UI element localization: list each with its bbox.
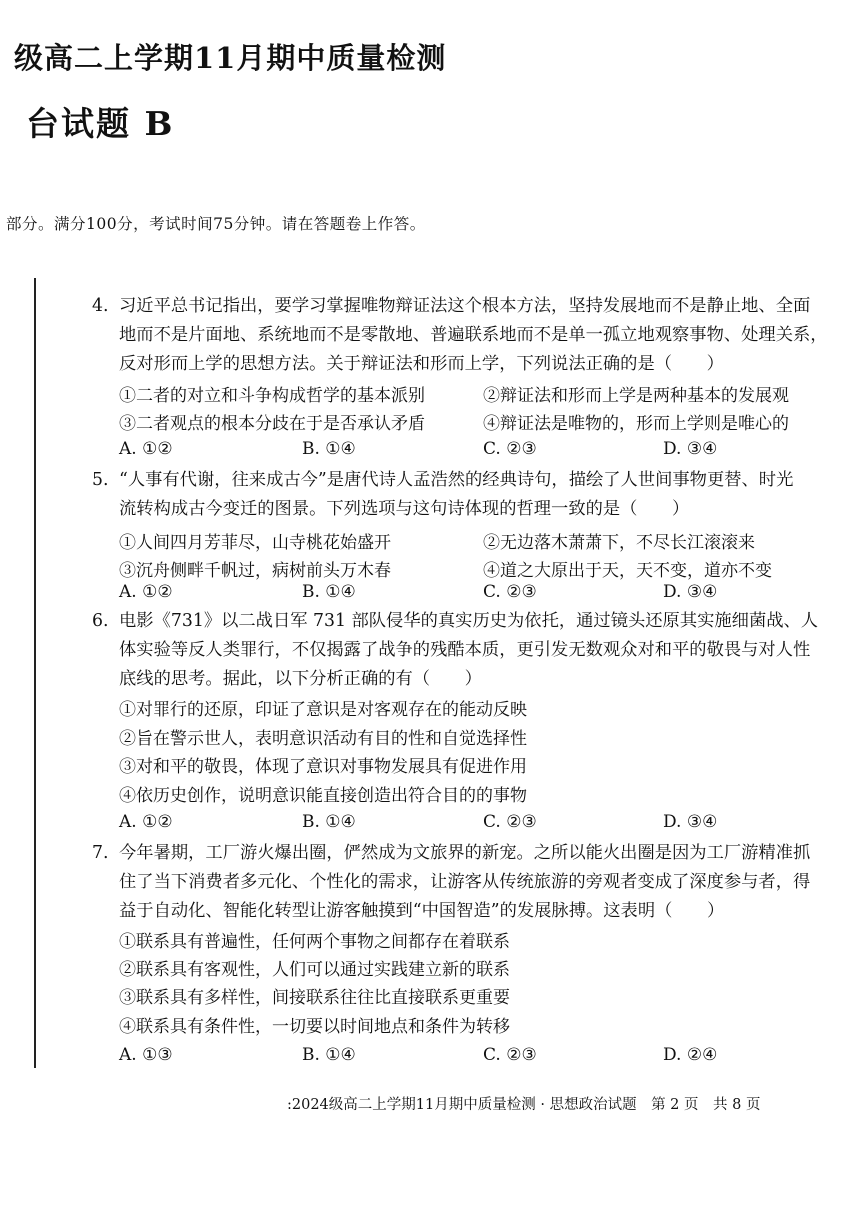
statement: ①对罪行的还原，印证了意识是对客观存在的能动反映: [119, 700, 527, 720]
statement: ④辩证法是唯物的，形而上学则是唯心的: [483, 414, 789, 434]
answer-choice-d: D. ③④: [663, 439, 718, 459]
question-stem-line: 流转构成古今变迁的图景。下列选项与这句诗体现的哲理一致的是（ ）: [119, 499, 690, 519]
answer-choice-b: B. ①④: [302, 1045, 356, 1065]
question-stem-line: 底线的思考。据此，以下分析正确的有（ ）: [119, 669, 482, 689]
answer-choice-a: A. ①②: [119, 582, 173, 602]
question-number: 7.: [92, 843, 109, 863]
statement: ②辩证法和形而上学是两种基本的发展观: [483, 386, 789, 406]
statement: ④联系具有条件性，一切要以时间地点和条件为转移: [119, 1017, 510, 1037]
statement: ③沉舟侧畔千帆过，病树前头万木春: [119, 561, 391, 581]
answer-choice-a: A. ①②: [119, 812, 173, 832]
question-number: 5.: [92, 470, 109, 490]
exam-title: 级高二上学期11月期中质量检测: [14, 41, 447, 75]
answer-choice-d: D. ③④: [663, 582, 718, 602]
exam-instructions: 部分。满分100分，考试时间75分钟。请在答题卷上作答。: [6, 215, 426, 233]
question-stem-line: 电影《731》以二战日军 731 部队侵华的真实历史为依托，通过镜头还原其实施细菌战、人: [119, 611, 819, 631]
answer-choice-d: D. ②④: [663, 1045, 718, 1065]
statement: ①人间四月芳菲尽，山寺桃花始盛开: [119, 533, 391, 553]
question-stem-line: 住了当下消费者多元化、个性化的需求，让游客从传统旅游的旁观者变成了深度参与者，得: [119, 872, 811, 892]
statement: ②联系具有客观性，人们可以通过实践建立新的联系: [119, 960, 510, 980]
subject-title: 台试题 B: [26, 104, 175, 143]
statement: ②旨在警示世人，表明意识活动有目的性和自觉选择性: [119, 729, 527, 749]
page-footer: :2024级高二上学期11月期中质量检测 · 思想政治试题 第 2 页 共 8 页: [287, 1097, 761, 1113]
answer-choice-b: B. ①④: [302, 582, 356, 602]
statement: ③对和平的敬畏，体现了意识对事物发展具有促进作用: [119, 757, 527, 777]
question-stem-line: 习近平总书记指出，要学习掌握唯物辩证法这个根本方法，坚持发展地而不是静止地、全面: [119, 296, 811, 316]
answer-choice-d: D. ③④: [663, 812, 718, 832]
statement: ④道之大原出于天，天不变，道亦不变: [483, 561, 772, 581]
question-stem-line: 地而不是片面地、系统地而不是零散地、普遍联系地而不是单一孤立地观察事物、处理关系，: [119, 325, 828, 345]
statement: ①联系具有普遍性，任何两个事物之间都存在着联系: [119, 932, 510, 952]
answer-choice-b: B. ①④: [302, 439, 356, 459]
answer-choice-c: C. ②③: [483, 812, 537, 832]
question-stem-line: 今年暑期，工厂游火爆出圈，俨然成为文旅界的新宠。之所以能火出圈是因为工厂游精准抓: [119, 843, 811, 863]
question-stem-line: 反对形而上学的思想方法。关于辩证法和形而上学，下列说法正确的是（ ）: [119, 354, 724, 374]
answer-choice-a: A. ①②: [119, 439, 173, 459]
answer-choice-c: C. ②③: [483, 439, 537, 459]
question-number: 6.: [92, 611, 109, 631]
question-stem-line: 益于自动化、智能化转型让游客触摸到“中国智造”的发展脉搏。这表明（ ）: [119, 901, 725, 921]
question-number: 4.: [92, 296, 109, 316]
statement: ①二者的对立和斗争构成哲学的基本派别: [119, 386, 425, 406]
question-stem-line: “人事有代谢，往来成古今”是唐代诗人孟浩然的经典诗句，描绘了人世间事物更替、时光: [119, 470, 794, 490]
question-stem-line: 体实验等反人类罪行，不仅揭露了战争的残酷本质，更引发无数观众对和平的敬畏与对人性: [119, 640, 811, 660]
answer-choice-c: C. ②③: [483, 1045, 537, 1065]
answer-choice-a: A. ①③: [119, 1045, 173, 1065]
statement: ③联系具有多样性，间接联系往往比直接联系更重要: [119, 988, 510, 1008]
binding-margin-line: [34, 278, 36, 1068]
statement: ③二者观点的根本分歧在于是否承认矛盾: [119, 414, 425, 434]
answer-choice-c: C. ②③: [483, 582, 537, 602]
answer-choice-b: B. ①④: [302, 812, 356, 832]
statement: ②无边落木萧萧下，不尽长江滚滚来: [483, 533, 755, 553]
statement: ④依历史创作，说明意识能直接创造出符合目的的事物: [119, 786, 527, 806]
